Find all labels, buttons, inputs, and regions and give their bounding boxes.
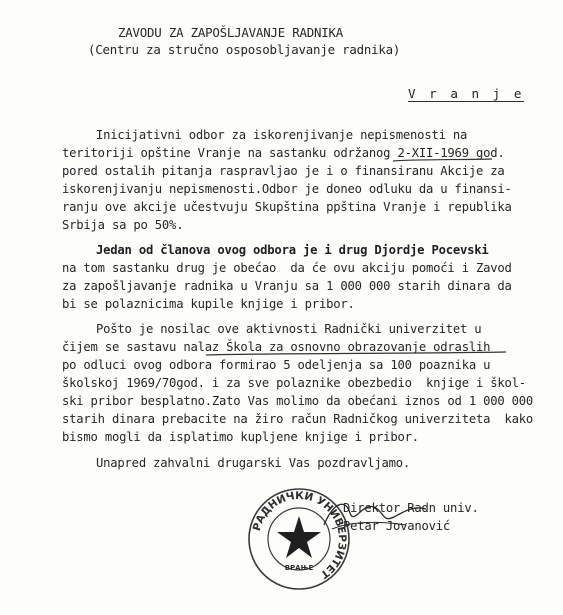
closing-line: Unapred zahvalni drugarski Vas pozdravljamo. bbox=[96, 456, 411, 470]
p1-line-3: pored ostalih pitanja raspravljao je i o finansiranu Akcije za bbox=[62, 164, 505, 178]
city-heading: V r a n j e bbox=[408, 86, 525, 101]
signature-name: Petar Jovanović bbox=[343, 519, 451, 533]
signature-title: Direktor Radn univ. bbox=[343, 501, 479, 515]
stamp-outer-text: РАДНИЧКИ УНИВЕРЗИТЕТ bbox=[250, 489, 349, 581]
p2-line-2: na tom sastanku drug je obećao da će ovu akciju pomoći i Zavod bbox=[62, 261, 512, 275]
p2-line-4: bi se polaznicima kupile knjige i pribor. bbox=[62, 297, 355, 311]
p1-line-4: iskorenjivanju nepismenosti.Odbor je doneo odluku da u finansi- bbox=[62, 182, 512, 196]
p3-line-7: bismo mogli da isplatimo kupljene knjige i pribor. bbox=[62, 430, 419, 444]
p3-line-5: ski pribor besplatno.Zato Vas molimo da obećani iznos od 1 000 000 bbox=[62, 394, 534, 408]
stamp-star-icon bbox=[277, 516, 321, 558]
p1-line-6: Srbija sa po 50%. bbox=[62, 218, 184, 232]
p2-line-3: za zapošljavanje radnika u Vranju sa 1 000 000 starih dinara da bbox=[62, 279, 512, 293]
p1-line-2 bbox=[62, 146, 505, 160]
p3-line-3: po odluci ovog odbora formirao 5 odeljenja sa 100 poaznika u bbox=[62, 358, 491, 372]
p3-line-2: čijem se sastavu nalaz Škola za osnovno obrazovanje odraslih bbox=[62, 340, 491, 354]
addressee-subtitle: (Centru za stručno osposobljavanje radnika) bbox=[88, 42, 401, 57]
p1-line-5: ranju ove akcije učestvuju Skupština ppština Vranje i republika bbox=[62, 200, 512, 214]
addressee: ZAVODU ZA ZAPOŠLJAVANJE RADNIKA bbox=[118, 25, 344, 40]
p2-line-1: Jedan od članova ovog odbora je i drug Djordje Pocevski bbox=[96, 243, 489, 257]
p1-line-1: Inicijativni odbor za iskorenjivanje nepismenosti na bbox=[96, 128, 468, 142]
p3-line-4: školskoj 1969/70god. i za sve polaznike obezbedio knjige i škol- bbox=[62, 376, 526, 390]
stamp-inner-text: ВРАЊЕ bbox=[284, 564, 314, 572]
p3-line-1: Pošto je nosilac ove aktivnosti Radnički univerzitet u bbox=[96, 322, 482, 336]
p1-line-2-text: teritoriji opštine Vranje na sastanku održanog 2-XII-1969 god. bbox=[62, 146, 505, 160]
p3-line-6: starih dinara prebacite na žiro račun Radničkog univerziteta kako bbox=[62, 412, 534, 426]
